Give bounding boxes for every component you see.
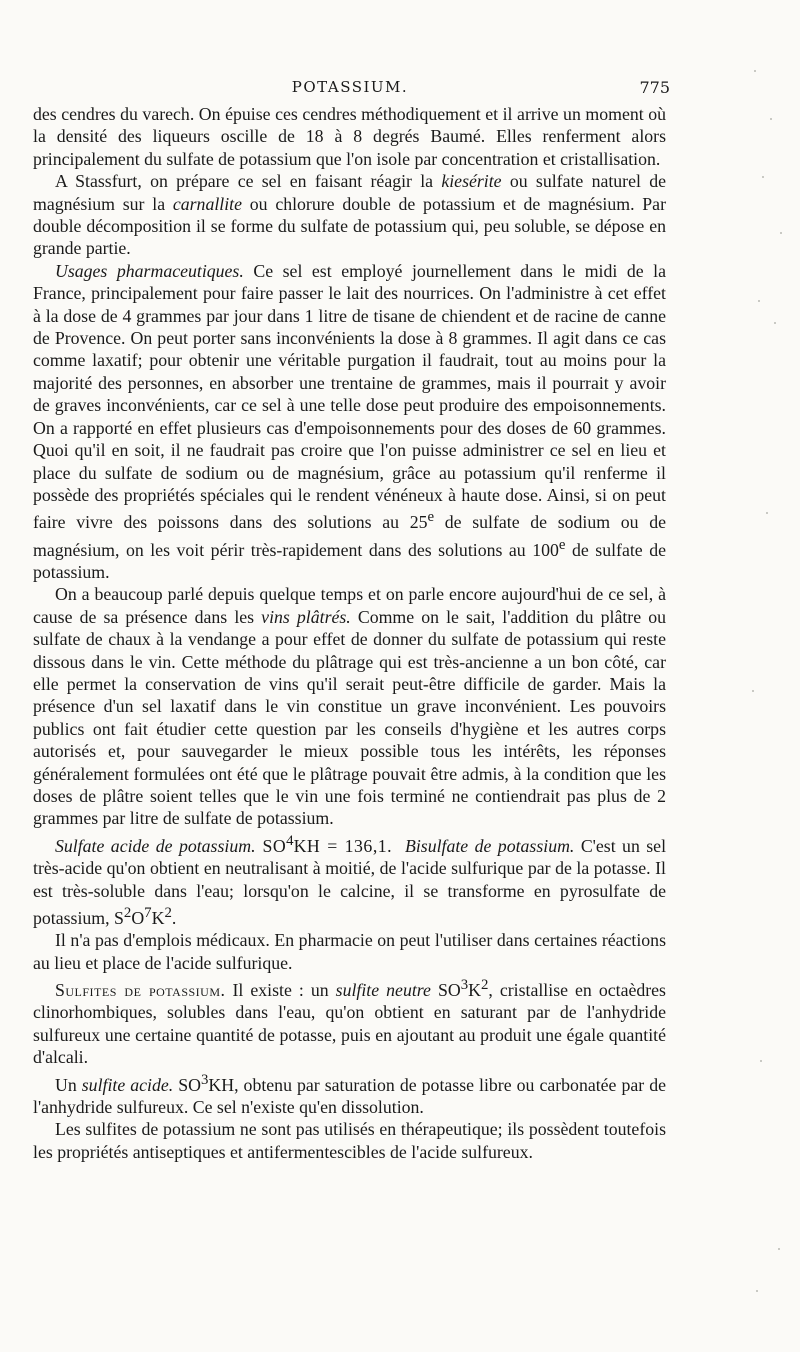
text-run: C'est un sel très-acide qu'on obtient en neutralisant à moitié, de l'acide sulfurique par de la potasse. Il est très-soluble dans l'eau; lorsqu'on le calcine, il se transforme en pyrosulfate de potassium, S [33, 835, 667, 928]
formula-run: SO [255, 835, 287, 856]
scan-specks-decoration [740, 0, 800, 1352]
page-number: 775 [639, 78, 670, 97]
term-sulfite-acide: sulfite acide. [81, 1074, 174, 1095]
formula-subscript: 2 [123, 904, 132, 921]
page-header [30, 78, 670, 100]
section-heading-sulfites: Sulfites de potassium. [55, 980, 226, 1001]
text-run: . [171, 907, 177, 928]
text-run: On a beaucoup parlé depuis quelque temps et on parle encore aujourd'hui de ce sel, à cause de sa présence dans les [33, 584, 666, 627]
section-heading-sulfate-acide: Sulfate acide de potassium. [55, 835, 256, 856]
paragraph-varech-continuation: des cendres du varech. On épuise ces cendres méthodiquement et il arrive un moment où la densité des liqueurs oscille de 18 à 8 degrés Baumé. Elles renferment alors principalement du sulfate de potassium que l'on isole par concentration et cristallisation. [33, 104, 666, 169]
text-run: de sulfate de sodium ou de magnésium, on les voit périr très-rapidement dans des solutions au 100 [33, 512, 666, 560]
ordinal-superscript: e [558, 536, 566, 553]
formula-run: KH = 136,1. [293, 835, 393, 856]
text-run: Comme on le sait, l'addition du plâtre ou sulfate de chaux à la vendange a pour effet de donner du sulfate de potassium qui reste dissous dans le vin. Cette méthode du plâtrage qui est très-ancienne a un bon côté, car elle permet la conservation de vins qu'il serait peut-être difficile de garder. Mais la présence d'un sel laxatif dans le vin constitue un grave inconvénient. Les pouvoirs publics ont fait étudier cette question par les conseils d'hygiène et les autres corps autorisés et, pour sauvegarder le mieux possible tous les intérêts, les réponses généralement formulées ont été que le plâtrage pouvait être admis, à la condition que les doses de plâtre soient telles que le vin une fois terminé ne contiendrait pas plus de 2 grammes par litre de sulfate de potassium. [33, 606, 666, 829]
running-head: POTASSIUM. [291, 78, 409, 96]
term-carnallite: carnallite [172, 193, 242, 214]
formula-subscript: 7 [144, 904, 152, 921]
formula-subscript: 4 [286, 832, 294, 849]
text-run: K [468, 980, 481, 1001]
text-run: K [151, 907, 165, 928]
text-run: O [131, 907, 145, 928]
paragraph-usages-pharmaceutiques [33, 260, 666, 584]
text-run: A Stassfurt, on prépare ce sel en faisant réagir la [55, 171, 442, 192]
formula-subscript: 2 [164, 904, 172, 921]
text-run: SO [173, 1074, 201, 1095]
text-run: Ce sel est employé journellement dans le midi de la France, principalement pour faire passer le lait des nourrices. On l'administre à cet effet à la dose de 4 grammes par jour dans 1 litre de tisane de chiendent et de racine de canne de Provence. On peut porter sans inconvénients la dose à 8 grammes. Il agit dans ce cas comme laxatif; pour obtenir une véritable purgation il faudrait, tout au moins pour la majorité des personnes, en absorber une trentaine de grammes, mais il pourrait y avoir de graves inconvénients, car ce sel à une telle dose peut produire des empoisonnements. On a rapporté en effet plusieurs cas d'empoisonnements pour des doses de 60 grammes. Quoi qu'il en soit, il ne faudrait pas croire que l'on puisse administrer ce sel en lieu et place du sulfate de sodium ou de magnésium, grâce au potassium qu'il renferme il possède des propriétés spéciales qui le rendent vénéneux à haute dose. Ainsi, si on peut faire vivre des poissons dans des solutions au 25 [33, 260, 666, 533]
term-sulfite-neutre: sulfite neutre [335, 980, 431, 1001]
term-vins-platres: vins plâtrés. [261, 606, 351, 627]
text-run: Un [55, 1074, 82, 1095]
paragraph-sulfate-acide [33, 830, 666, 929]
text-run: SO [430, 980, 461, 1001]
formula-subscript: 3 [460, 977, 469, 994]
paragraph-vins-platres [33, 583, 666, 829]
formula-subscript: 2 [480, 977, 489, 994]
text-run: de sulfate de potassium. [33, 539, 666, 582]
paragraph-sulfites [33, 974, 666, 1069]
term-kieserite: kiesérite [441, 171, 502, 192]
paragraph-emplois: Il n'a pas d'emplois médicaux. En pharmacie on peut l'utiliser dans certaines réactions au lieu et place de l'acide sulfurique. [33, 930, 666, 973]
paragraph-sulfite-acide [33, 1069, 666, 1119]
term-bisulfate: Bisulfate de potassium. [404, 835, 575, 856]
formula-subscript: 3 [200, 1071, 209, 1088]
text-run: KH, obtenu par saturation de potasse libre ou carbonatée par de l'anhydride sulfureux. Ce sel n'existe qu'en dissolution. [33, 1074, 666, 1117]
paragraph-stassfurt [33, 170, 666, 260]
ordinal-superscript: e [427, 509, 435, 526]
text-run: ou chlorure double de potassium et de magnésium. Par double décomposition il se forme du sulfate de potassium qui, peu soluble, se dépose en grande partie. [33, 193, 666, 259]
text-run: Il existe : un [225, 980, 336, 1001]
text-run: ou sulfate naturel de magnésium sur la [33, 171, 666, 214]
paragraph-therapeutique: Les sulfites de potassium ne sont pas utilisés en thérapeutique; ils possèdent toutefois les propriétés antiseptiques et antifermentescibles de l'acide sulfureux. [33, 1119, 666, 1162]
body-text [33, 103, 666, 1163]
section-heading-usages: Usages pharmaceutiques. [55, 260, 244, 281]
text-run: , cristallise en octaèdres clinorhombiques, solubles dans l'eau, qu'on obtient en saturant par de l'anhydride sulfureux une certaine quantité de potasse, puis en ajoutant au produit une égale quantité d'alcali. [33, 980, 666, 1068]
